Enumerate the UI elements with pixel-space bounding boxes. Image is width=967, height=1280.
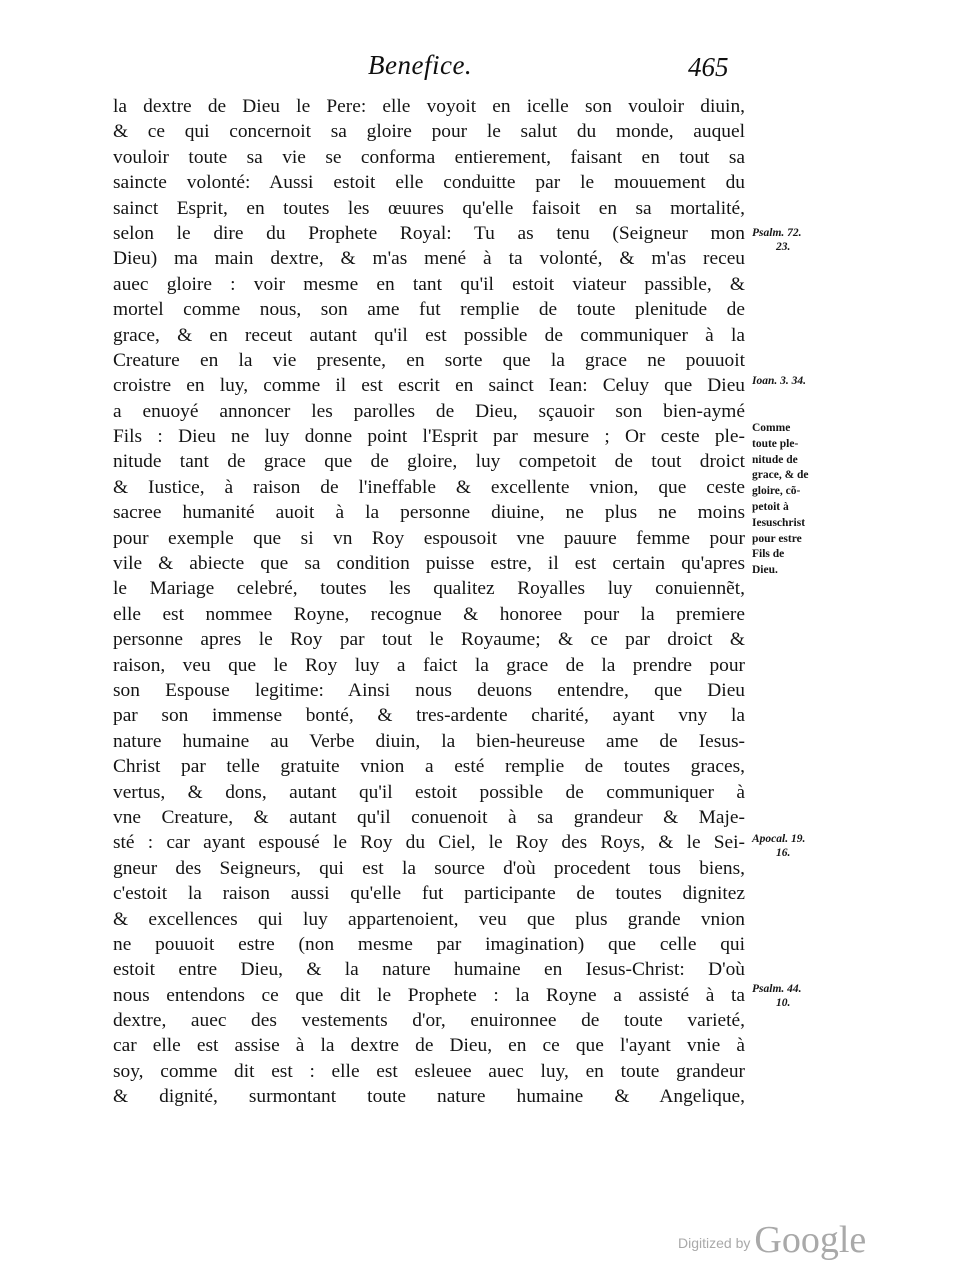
digitized-stamp (678, 1218, 866, 1262)
gloss-line: Fils de (752, 548, 785, 561)
text-line: c'estoit la raison aussi qu'elle fut participante de toutes dignitez (113, 883, 745, 905)
gloss-line: Comme (752, 422, 791, 434)
page-number: 465 (688, 52, 729, 82)
text-line: grace, & en receut autant qu'il est possible de communiquer à la (113, 324, 745, 346)
gloss-line: Dieu. (752, 564, 778, 577)
text-line: vertus, & dons, autant qu'il estoit possible de communiquer à (113, 781, 745, 803)
text-line: Creature en la vie presente, en sorte que la grace ne pouuoit (113, 349, 745, 371)
text-line: raison, veu que le Roy luy a faict la grace de la prendre pour (113, 654, 745, 676)
digitized-label: Digitized by (678, 1235, 751, 1251)
text-line: sainct Esprit, en toutes les œuures qu'elle faisoit en sa mortalité, (113, 197, 745, 219)
text-line: Christ par telle gratuite vnion a esté remplie de toutes graces, (113, 756, 745, 778)
text-line: & ce qui concernoit sa gloire pour le salut du monde, auquel (113, 121, 745, 143)
text-line: ne pouuoit estre (non mesme par imagination) que celle qui (113, 933, 745, 955)
text-line: & Iustice, à raison de l'ineffable & excellente vnion, que ceste (113, 476, 745, 498)
text-line: sacree humanité auoit à la personne diuine, ne plus ne moins (113, 502, 745, 524)
text-line: vne Creature, & autant qu'il conuenoit à sa grandeur & Maje- (113, 806, 745, 828)
text-line: pour exemple que si vn Roy espousoit vne pauure femme pour (113, 527, 745, 549)
gloss-line: Iesuschrist (752, 516, 806, 529)
text-line: le Mariage celebré, toutes les qualitez Royalles luy conuiennẽt, (113, 578, 745, 600)
text-line: elle est nommee Royne, recognue & honoree pour la premiere (113, 603, 745, 625)
margin-gloss (752, 421, 842, 579)
text-line: auec gloire : voir mesme en tant qu'il estoit viateur passible, & (113, 273, 745, 295)
text-line: sté : car ayant espousé le Roy du Ciel, le Roy des Roys, & le Sei- (113, 832, 745, 854)
gloss-line: pour estre (752, 532, 802, 545)
text-line: vouloir toute sa vie se conforma entierement, faisant en tout sa (113, 146, 745, 168)
text-line: mortel comme nous, son ame fut remplie de toute plenitude de (113, 299, 745, 321)
gloss-line: nitude de (752, 453, 798, 466)
text-line: dextre, auec des vestements d'or, enuironnee de toute varieté, (113, 1010, 745, 1032)
text-line: & excellences qui luy appartenoient, veu que plus grande vnion (113, 908, 745, 930)
text-line: selon le dire du Prophete Royal: Tu as tenu (Seigneur mon (113, 222, 745, 244)
gloss-line: toute ple- (752, 437, 799, 450)
apoc-verse: 16. (776, 847, 791, 859)
psalm-44-ref: Psalm. 44. (752, 983, 802, 995)
running-title: Benefice. (368, 50, 473, 80)
google-logo: Google (754, 1219, 867, 1261)
text-line: vile & abiecte que sa condition puisse estre, il est certain qu'apres (113, 553, 745, 575)
text-line: la dextre de Dieu le Pere: elle voyoit en icelle son vouloir diuin, (113, 96, 745, 117)
psalm-44-verse: 10. (776, 997, 791, 1009)
psalm-72-ref: Psalm. 72. (752, 227, 802, 239)
text-line: croistre en luy, comme il est escrit en sainct Iean: Celuy que Dieu (113, 375, 745, 397)
text-line: par son immense bonté, & tres-ardente charité, ayant vny la (113, 705, 745, 727)
margin-note-psalm-72 (752, 226, 802, 254)
text-line: gneur des Seigneurs, qui est la source d'où procedent tous biens, (113, 857, 745, 879)
text-line: soy, comme dit est : elle est esleuee auec luy, en toute grandeur (113, 1060, 745, 1082)
text-line: saincte volonté: Aussi estoit elle conduitte par le mouuement du (113, 172, 745, 194)
gloss-line: grace, & de (752, 469, 809, 482)
text-line: estoit entre Dieu, & la nature humaine en Iesus-Christ: D'où (113, 959, 745, 981)
gloss-line: petoit à (752, 500, 789, 513)
text-line: nous entendons ce que dit le Prophete : la Royne a assisté à ta (113, 984, 745, 1006)
text-line: personne apres le Roy par tout le Royaume; & ce par droict & (113, 629, 745, 651)
text-line: a enuoyé annoncer les parolles de Dieu, sçauoir son bien-aymé (113, 400, 745, 422)
text-line: car elle est assise à la dextre de Dieu, en ce que l'ayant vnie à (113, 1035, 745, 1057)
gloss-line: gloire, cõ- (752, 485, 801, 498)
text-line: Fils : Dieu ne luy donne point l'Esprit par mesure ; Or ceste ple- (113, 426, 745, 448)
apoc-ref: Apocal. 19. (752, 833, 806, 845)
margin-note-psalm-44 (752, 982, 802, 1010)
text-line: son Espouse legitime: Ainsi nous deuons entendre, que Dieu (113, 679, 745, 701)
text-line: & dignité, surmontant toute nature humaine & Angelique, (113, 1086, 745, 1108)
text-line: nature humaine au Verbe diuin, la bien-heureuse ame de Iesus- (113, 730, 745, 752)
text-line: Dieu) ma main dextre, & m'as mené à ta volonté, & m'as receu (113, 248, 745, 270)
body-text (113, 94, 745, 1110)
text-line: nitude tant de grace que de gloire, luy competoit de tout droict (113, 451, 745, 473)
margin-note-apocalypse (752, 832, 805, 860)
margin-note-ioan: Ioan. 3. 34. (752, 375, 806, 387)
psalm-72-verse: 23. (776, 241, 791, 253)
